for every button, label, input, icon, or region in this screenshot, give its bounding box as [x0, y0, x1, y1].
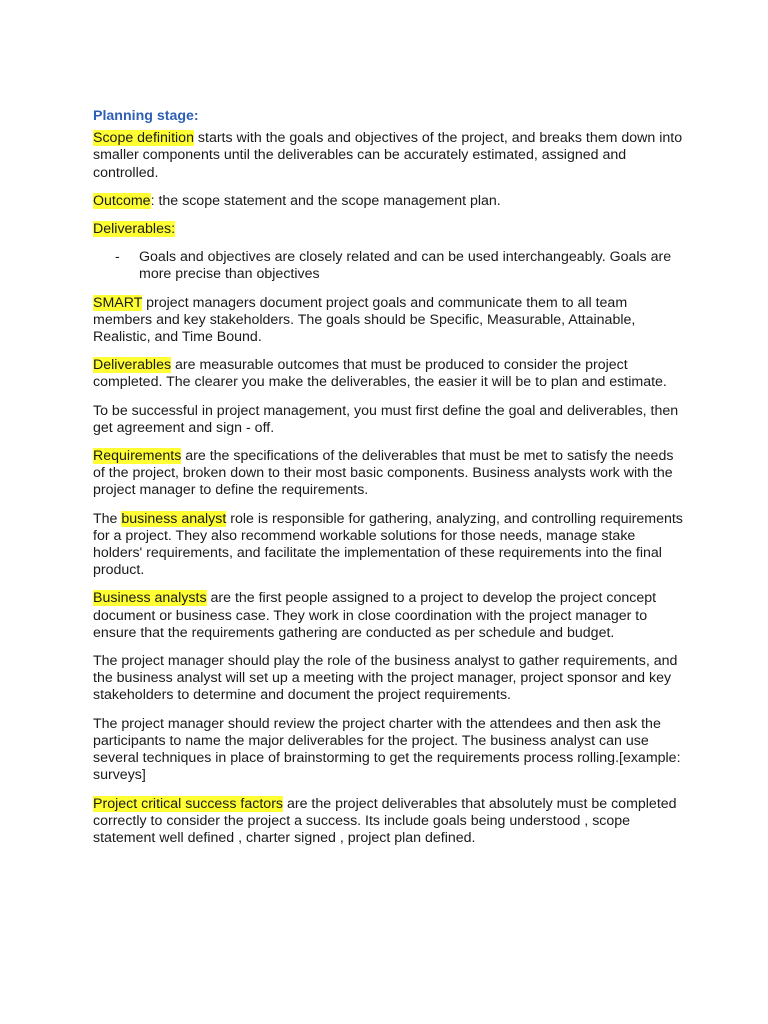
highlighted-term: Business analysts	[93, 590, 207, 607]
paragraph-text: The project manager should review the project charter with the attendees and then ask the participants to name the major deliverables for the project. The business analyst can use several techniques in place of brainstorming to get the requirements process rolling.[example: surveys]	[93, 715, 681, 784]
document-page	[93, 108, 683, 858]
highlighted-term: Project critical success factors	[93, 795, 284, 812]
highlighted-term: Outcome	[93, 192, 151, 209]
paragraph-text: are the project deliverables that absolutely must be completed correctly to consider the project a success. Its include goals being understood , scope statement well defined , charter signed , project plan defined.	[93, 795, 677, 846]
paragraph-requirements	[93, 448, 683, 500]
list-item	[93, 249, 683, 283]
highlighted-term: Deliverables	[93, 357, 172, 374]
paragraph-deliverables-label	[93, 221, 683, 238]
paragraph-text: starts with the goals and objectives of the project, and breaks them down into smaller components until the deliverables can be accurately estimated, assigned and controlled.	[93, 130, 683, 181]
paragraph-text: The project manager should play the role of the business analyst to gather requirements, and the business analyst will set up a meeting with the project manager, project sponsor and key stakeholders to determine and document the project requirements.	[93, 653, 678, 704]
paragraph-text: : the scope statement and the scope management plan.	[150, 192, 501, 209]
paragraph-text: role is responsible for gathering, analyzing, and controlling requirements for a project. They also recommend workable solutions for those needs, manage stake holders' requirements, and facilitate the implementation of these requirements into the final product.	[93, 510, 683, 579]
paragraph-text: are the first people assigned to a project to develop the project concept document or business case. They work in close coordination with the project manager to ensure that the requirements gathering are conducted as per schedule and budget.	[93, 590, 657, 641]
paragraph-pm-role	[93, 653, 683, 705]
paragraph-smart	[93, 295, 683, 347]
paragraph-business-analysts-first	[93, 590, 683, 642]
highlighted-term: Scope definition	[93, 130, 194, 147]
page-heading: Planning stage:	[93, 108, 199, 124]
bullet-list	[93, 249, 683, 283]
paragraph-outcome	[93, 193, 683, 210]
dash-bullet-icon: -	[115, 249, 120, 266]
paragraph-critical-success-factors	[93, 796, 683, 848]
highlighted-term: Requirements	[93, 448, 182, 465]
highlighted-term: Deliverables:	[93, 221, 176, 238]
paragraph-text-pre: The	[93, 510, 122, 527]
highlighted-term: SMART	[93, 294, 143, 311]
paragraph-text: project managers document project goals and communicate them to all team members and key stakeholders. The goals should be Specific, Measurable, Attainable, Realistic, and Time Bound.	[93, 294, 636, 346]
paragraph-text: are the specifications of the deliverables that must be met to satisfy the needs of the project, broken down to their most basic components. Business analysts work with the project manager to define the requirements.	[93, 448, 674, 499]
paragraph-deliverables	[93, 357, 683, 391]
list-item-text: Goals and objectives are closely related and can be used interchangeably. Goals are more precise than objectives	[139, 249, 672, 283]
paragraph-business-analyst-role	[93, 511, 683, 580]
paragraph-pm-review	[93, 716, 683, 785]
paragraph-text: To be successful in project management, you must first define the goal and deliverables, then get agreement and sign - off.	[93, 402, 679, 436]
paragraph-scope-definition	[93, 130, 683, 182]
paragraph-success	[93, 403, 683, 437]
highlighted-term: business analyst	[121, 510, 227, 527]
paragraph-text: are measurable outcomes that must be produced to consider the project completed. The clearer you make the deliverables, the easier it will be to plan and estimate.	[93, 357, 667, 391]
